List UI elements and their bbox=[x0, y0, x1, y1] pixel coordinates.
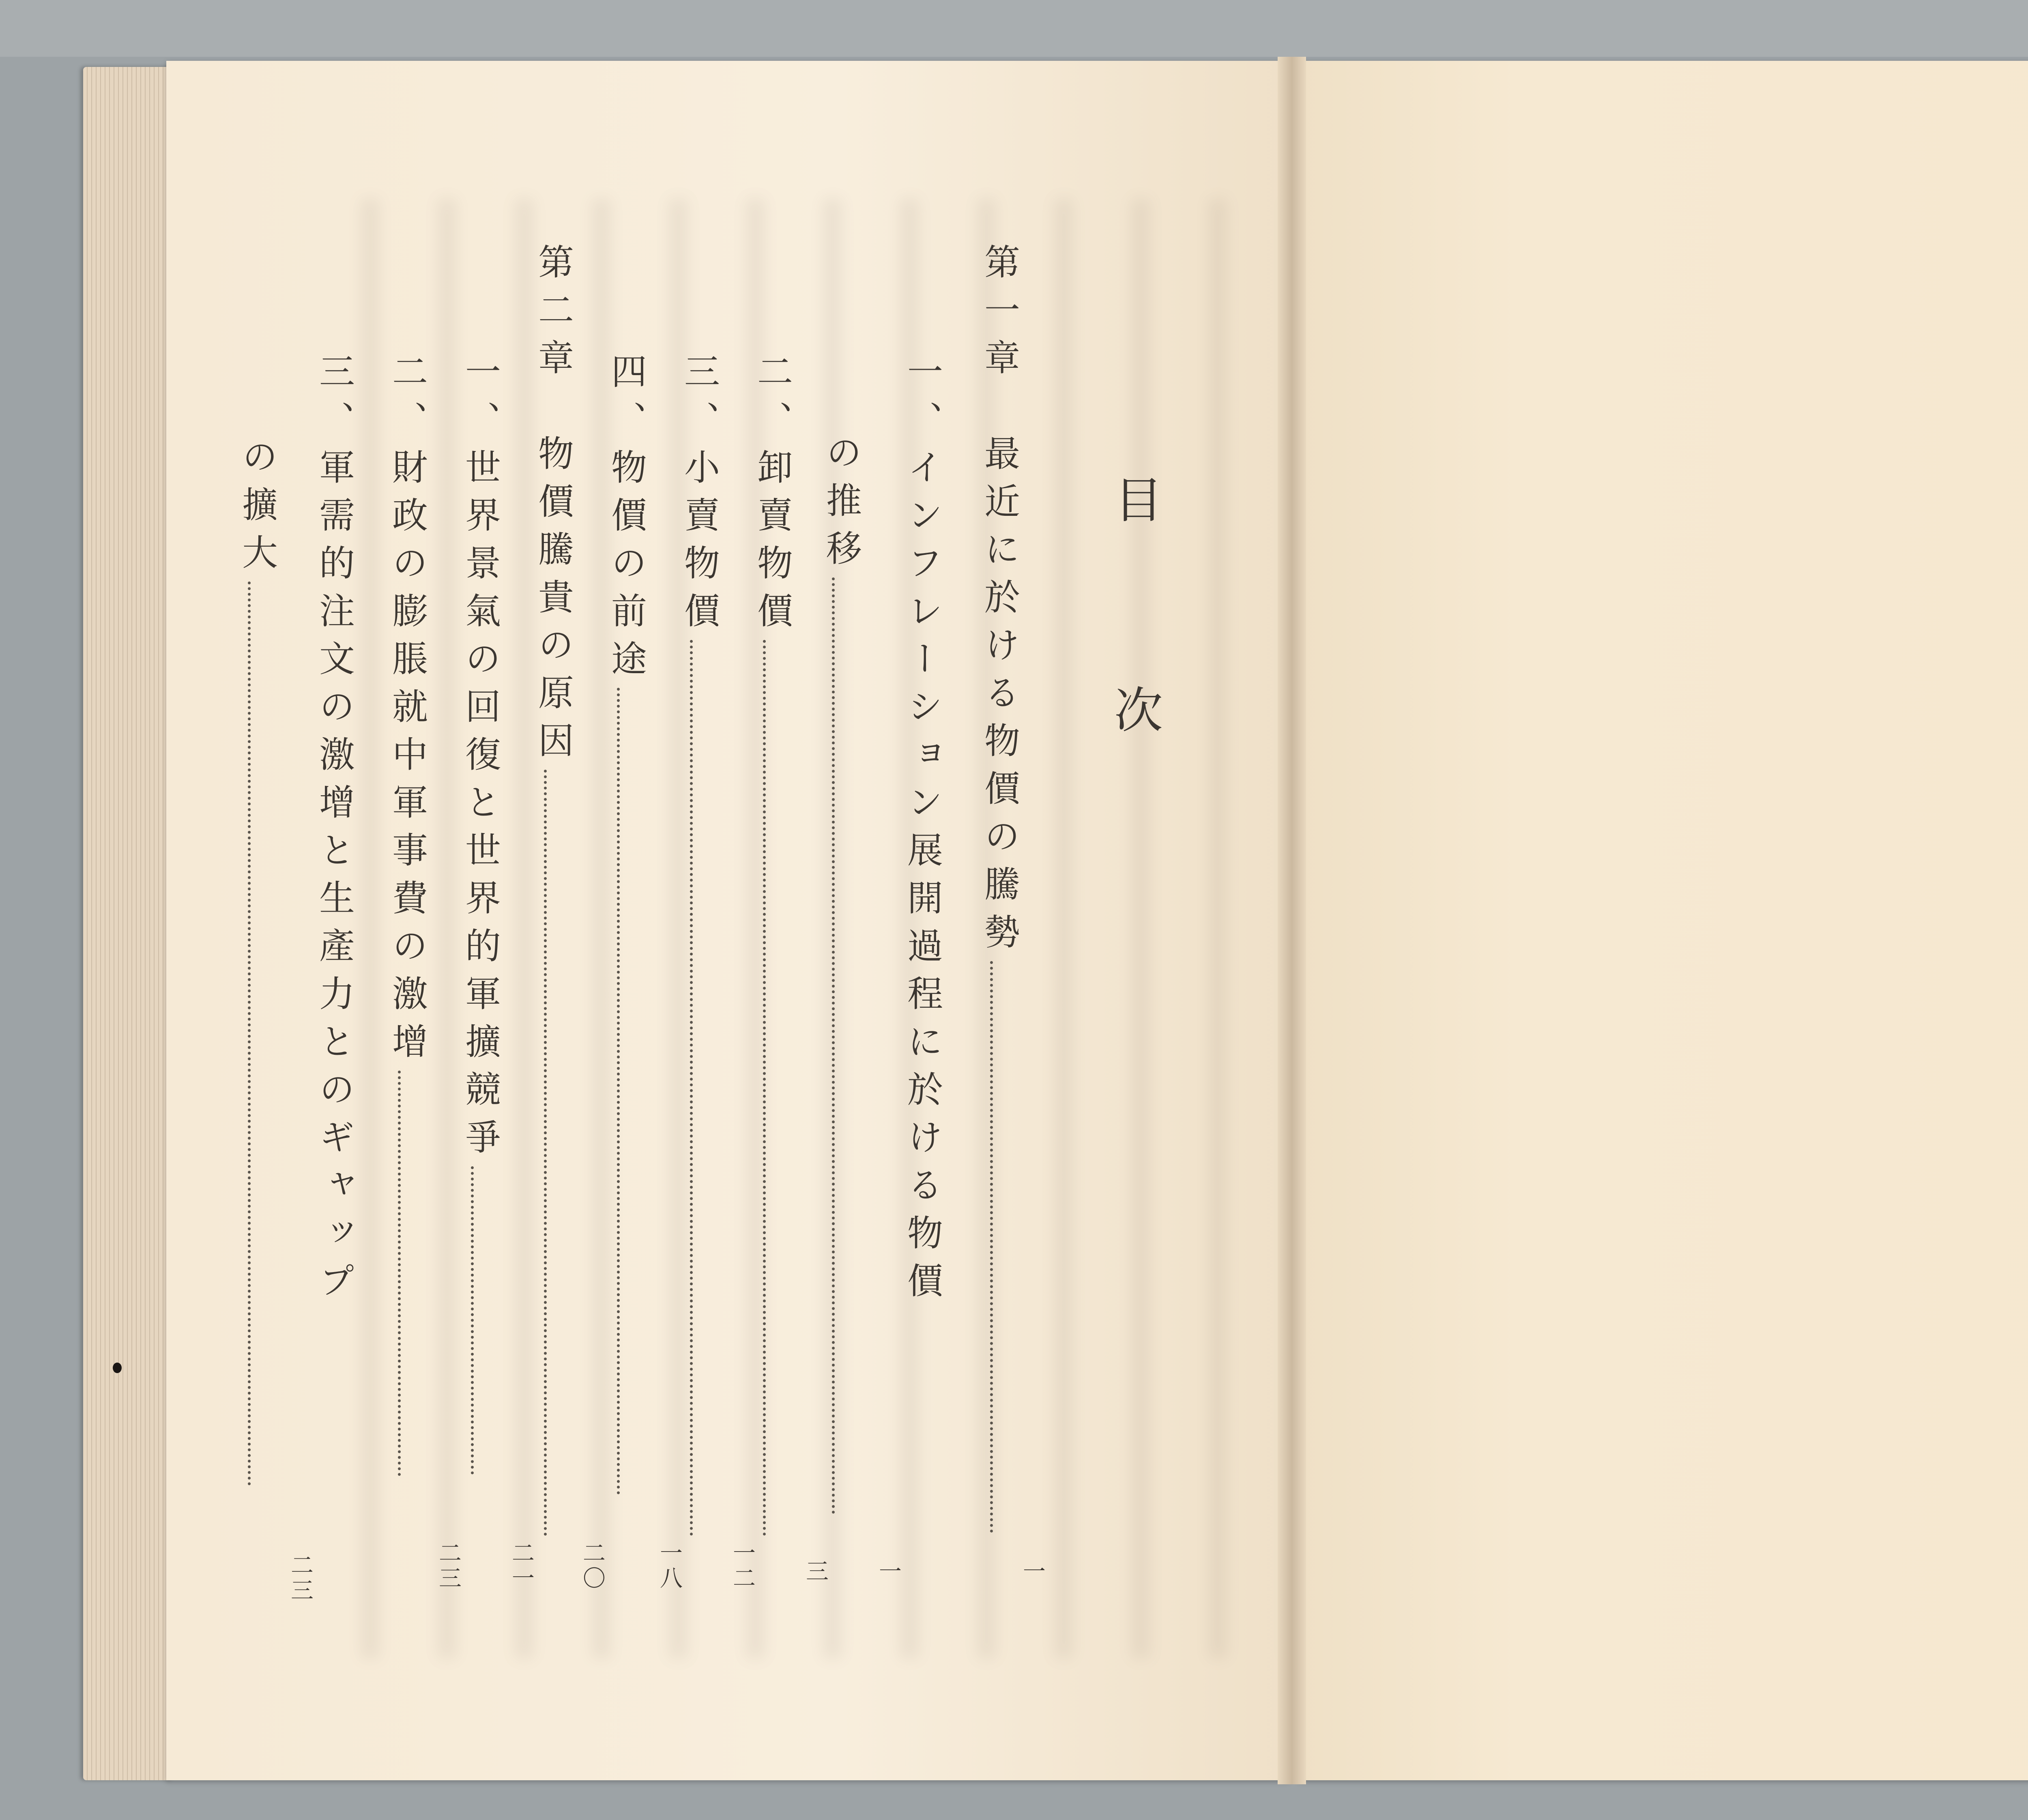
toc-item-3-page-number: 一二 bbox=[729, 1541, 756, 1591]
leader-dots bbox=[248, 582, 251, 1486]
toc-item-4-text: 四、物價の前途 bbox=[606, 353, 647, 688]
toc-item-6-page-number: 二三 bbox=[435, 1541, 462, 1591]
toc-item-5 bbox=[460, 353, 501, 1474]
book-gutter bbox=[1278, 57, 1306, 1784]
leader-dots bbox=[990, 961, 993, 1533]
toc-item-4-page-number: 一八 bbox=[656, 1541, 683, 1591]
toc-item-6-text: 二、財政の膨脹就中軍事費の激增 bbox=[387, 353, 428, 1071]
toc-item-7-line-2-text: の擴大 bbox=[236, 438, 278, 582]
toc-item-1-line-2-text: の推移 bbox=[821, 434, 862, 577]
leader-dots bbox=[544, 770, 547, 1536]
toc-item-2-page-number: 三 bbox=[802, 1559, 829, 1584]
chapter-1-title-text: 第一章 最近に於ける物價の騰勢 bbox=[979, 243, 1020, 961]
chapter-1-page-number: 一 bbox=[1019, 1559, 1046, 1584]
toc-item-4 bbox=[606, 353, 647, 1495]
toc-item-1-line-2 bbox=[821, 434, 862, 1514]
toc-item-7-line-2 bbox=[236, 438, 278, 1486]
leader-dots bbox=[690, 640, 693, 1536]
toc-item-3-text: 三、小賣物價 bbox=[679, 353, 720, 640]
scanner-background-top bbox=[0, 0, 2028, 57]
left-page-stack-edges bbox=[83, 67, 172, 1780]
chapter-2-title bbox=[533, 243, 574, 1536]
leader-dots bbox=[471, 1166, 474, 1474]
chapter-2-title-text: 第二章 物價騰貴の原因 bbox=[533, 243, 574, 770]
toc-item-7-page-number: 二三 bbox=[287, 1553, 314, 1603]
leader-dots bbox=[617, 688, 620, 1495]
chapter-2-page-number: 二〇 bbox=[579, 1541, 606, 1591]
leader-dots bbox=[832, 577, 835, 1514]
toc-heading: 目 次 bbox=[1106, 474, 1162, 807]
toc-item-5-text: 一、世界景氣の回復と世界的軍擴競爭 bbox=[460, 353, 501, 1166]
toc-item-6 bbox=[387, 353, 428, 1476]
leader-dots bbox=[398, 1071, 401, 1476]
chapter-1-title bbox=[979, 243, 1020, 1533]
binding-hole bbox=[113, 1363, 122, 1373]
toc-item-1-page-number: 一 bbox=[875, 1559, 902, 1584]
toc-item-7-line-1: 三、軍需的注文の激增と生產力とのギャップ bbox=[314, 353, 355, 1310]
toc-item-5-page-number: 二一 bbox=[508, 1541, 535, 1591]
right-page-blank bbox=[1298, 61, 2028, 1780]
toc-item-1-line-1: 一、インフレーション展開過程に於ける物價 bbox=[902, 353, 943, 1310]
leader-dots bbox=[763, 640, 766, 1536]
toc-item-2 bbox=[752, 353, 793, 1536]
toc-item-3 bbox=[679, 353, 720, 1536]
toc-item-2-text: 二、卸賣物價 bbox=[752, 353, 793, 640]
